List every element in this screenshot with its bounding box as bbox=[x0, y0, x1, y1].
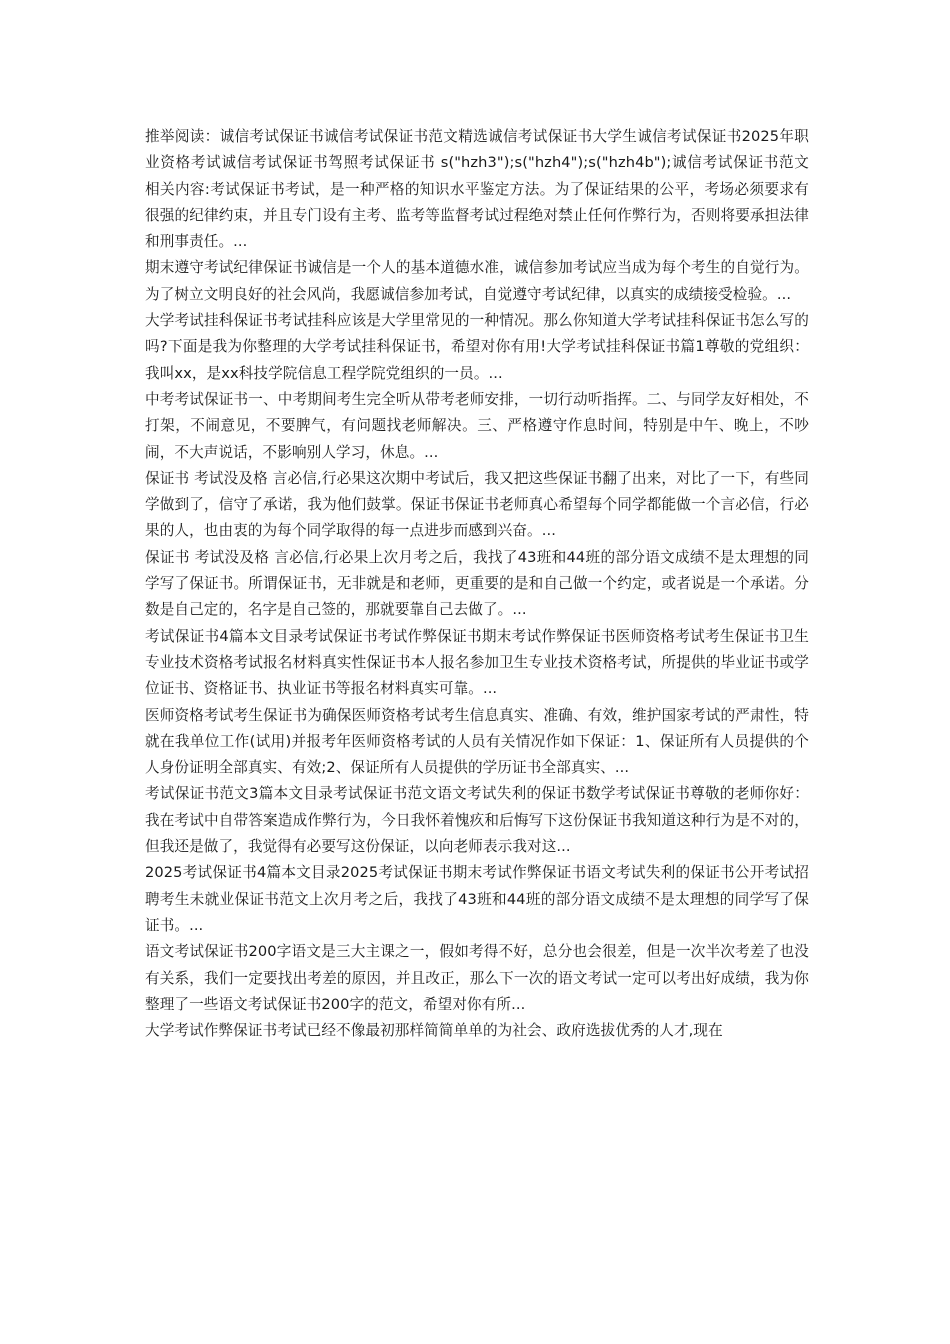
paragraph-exam-pledge-4: 考试保证书4篇本文目录考试保证书考试作弊保证书期末考试作弊保证书医师资格考试考生保证书卫生专业技术资格考试报名材料真实性保证书本人报名参加卫生专业技术资格考试，所提供的毕业证书或学位证书、资格证书、执业证书等报名材料真实可靠。... bbox=[145, 627, 809, 698]
paragraph-exam-pledge-sample-3: 考试保证书范文3篇本文目录考试保证书范文语文考试失利的保证书数学考试保证书尊敬的老师你好：我在考试中自带答案造成作弊行为，今日我怀着愧疚和后悔写下这份保证书我知道这种行为是不对的，但我还是做了，我觉得有必要写这份保证，以向老师表示我对这... bbox=[145, 785, 809, 856]
paragraph-university-fail-pledge: 大学考试挂科保证书考试挂科应该是大学里常见的一种情况。那么你知道大学考试挂科保证书怎么写的吗?下面是我为你整理的大学考试挂科保证书，希望对你有用!大学考试挂科保证书篇1尊敬的党组织：我叫xx，是xx科技学院信息工程学院党组织的一员。... bbox=[145, 312, 809, 382]
paragraph-physician-exam-pledge: 医师资格考试考生保证书为确保医师资格考试考生信息真实、准确、有效，维护国家考试的严肃性，特就在我单位工作(试用)并报考年医师资格考试的人员有关情况作如下保证：1、保证所有人员提供的个人身份证明全部真实、有效;2、保证所有人员提供的学历证书全部真实、... bbox=[145, 706, 809, 777]
paragraph-2025-exam-pledge: 2025考试保证书4篇本文目录2025考试保证书期末考试作弊保证书语文考试失利的保证书公开考试招聘考生未就业保证书范文上次月考之后，我找了43班和44班的部分语文成绩不是太理想的同学写了保证书。... bbox=[145, 864, 809, 934]
paragraph-chinese-exam-pledge: 语文考试保证书200字语文是三大主课之一，假如考得不好，总分也会很差，但是一次半次考差了也没有关系，我们一定要找出考差的原因，并且改正，那么下一次的语文考试一定可以考出好成绩，我为你整理了一些语文考试保证书200字的范文，希望对你有所... bbox=[145, 943, 809, 1013]
paragraph-university-cheating-pledge: 大学考试作弊保证书考试已经不像最初那样简简单单的为社会、政府选拔优秀的人才,现在 bbox=[145, 1022, 723, 1040]
paragraph-zhongkao-pledge: 中考考试保证书一、中考期间考生完全听从带考老师安排，一切行动听指挥。二、与同学友好相处，不打架，不闹意见，不要脾气，有问题找老师解决。三、严格遵守作息时间，特别是中午、晚上，不吵闹，不大声说话，不影响别人学习，休息。... bbox=[145, 390, 809, 461]
paragraph-monthly-exam-pledge: 保证书 考试没及格 言必信,行必果上次月考之后，我找了43班和44班的部分语文成绩不是太理想的同学写了保证书。所谓保证书，无非就是和老师，更重要的是和自己做一个约定，或者说是一个承诺。分数是自己定的，名字是自己签的，那就要靠自己去做了。... bbox=[145, 548, 809, 619]
paragraph-exam-discipline-pledge: 期末遵守考试纪律保证书诚信是一个人的基本道德水准，诚信参加考试应当成为每个考生的自觉行为。为了树立文明良好的社会风尚，我愿诚信参加考试，自觉遵守考试纪律，以真实的成绩接受检验。... bbox=[145, 259, 809, 303]
document-body bbox=[145, 124, 809, 1044]
paragraph-recommended-reading: 推举阅读：诚信考试保证书诚信考试保证书范文精选诚信考试保证书大学生诚信考试保证书2025年职业资格考试诚信考试保证书驾照考试保证书 s("hzh3");s("hzh4");s("hzh4b");诚信考试保证书范文 相关内容:考试保证书考试，是一种严格的知识水平鉴定方法。为了保证结果的公平，考场必须要求有很强的纪律约束，并且专门设有主考、监考等监督考试过程绝对禁止任何作弊行为，否则将要承担法律和刑事责任。... bbox=[145, 128, 809, 251]
paragraph-midterm-pledge: 保证书 考试没及格 言必信,行必果这次期中考试后，我又把这些保证书翻了出来，对比了一下，有些同学做到了，信守了承诺，我为他们鼓掌。保证书保证书老师真心希望每个同学都能做一个言必信，行必果的人，也由衷的为每个同学取得的每一点进步而感到兴奋。... bbox=[145, 469, 809, 540]
